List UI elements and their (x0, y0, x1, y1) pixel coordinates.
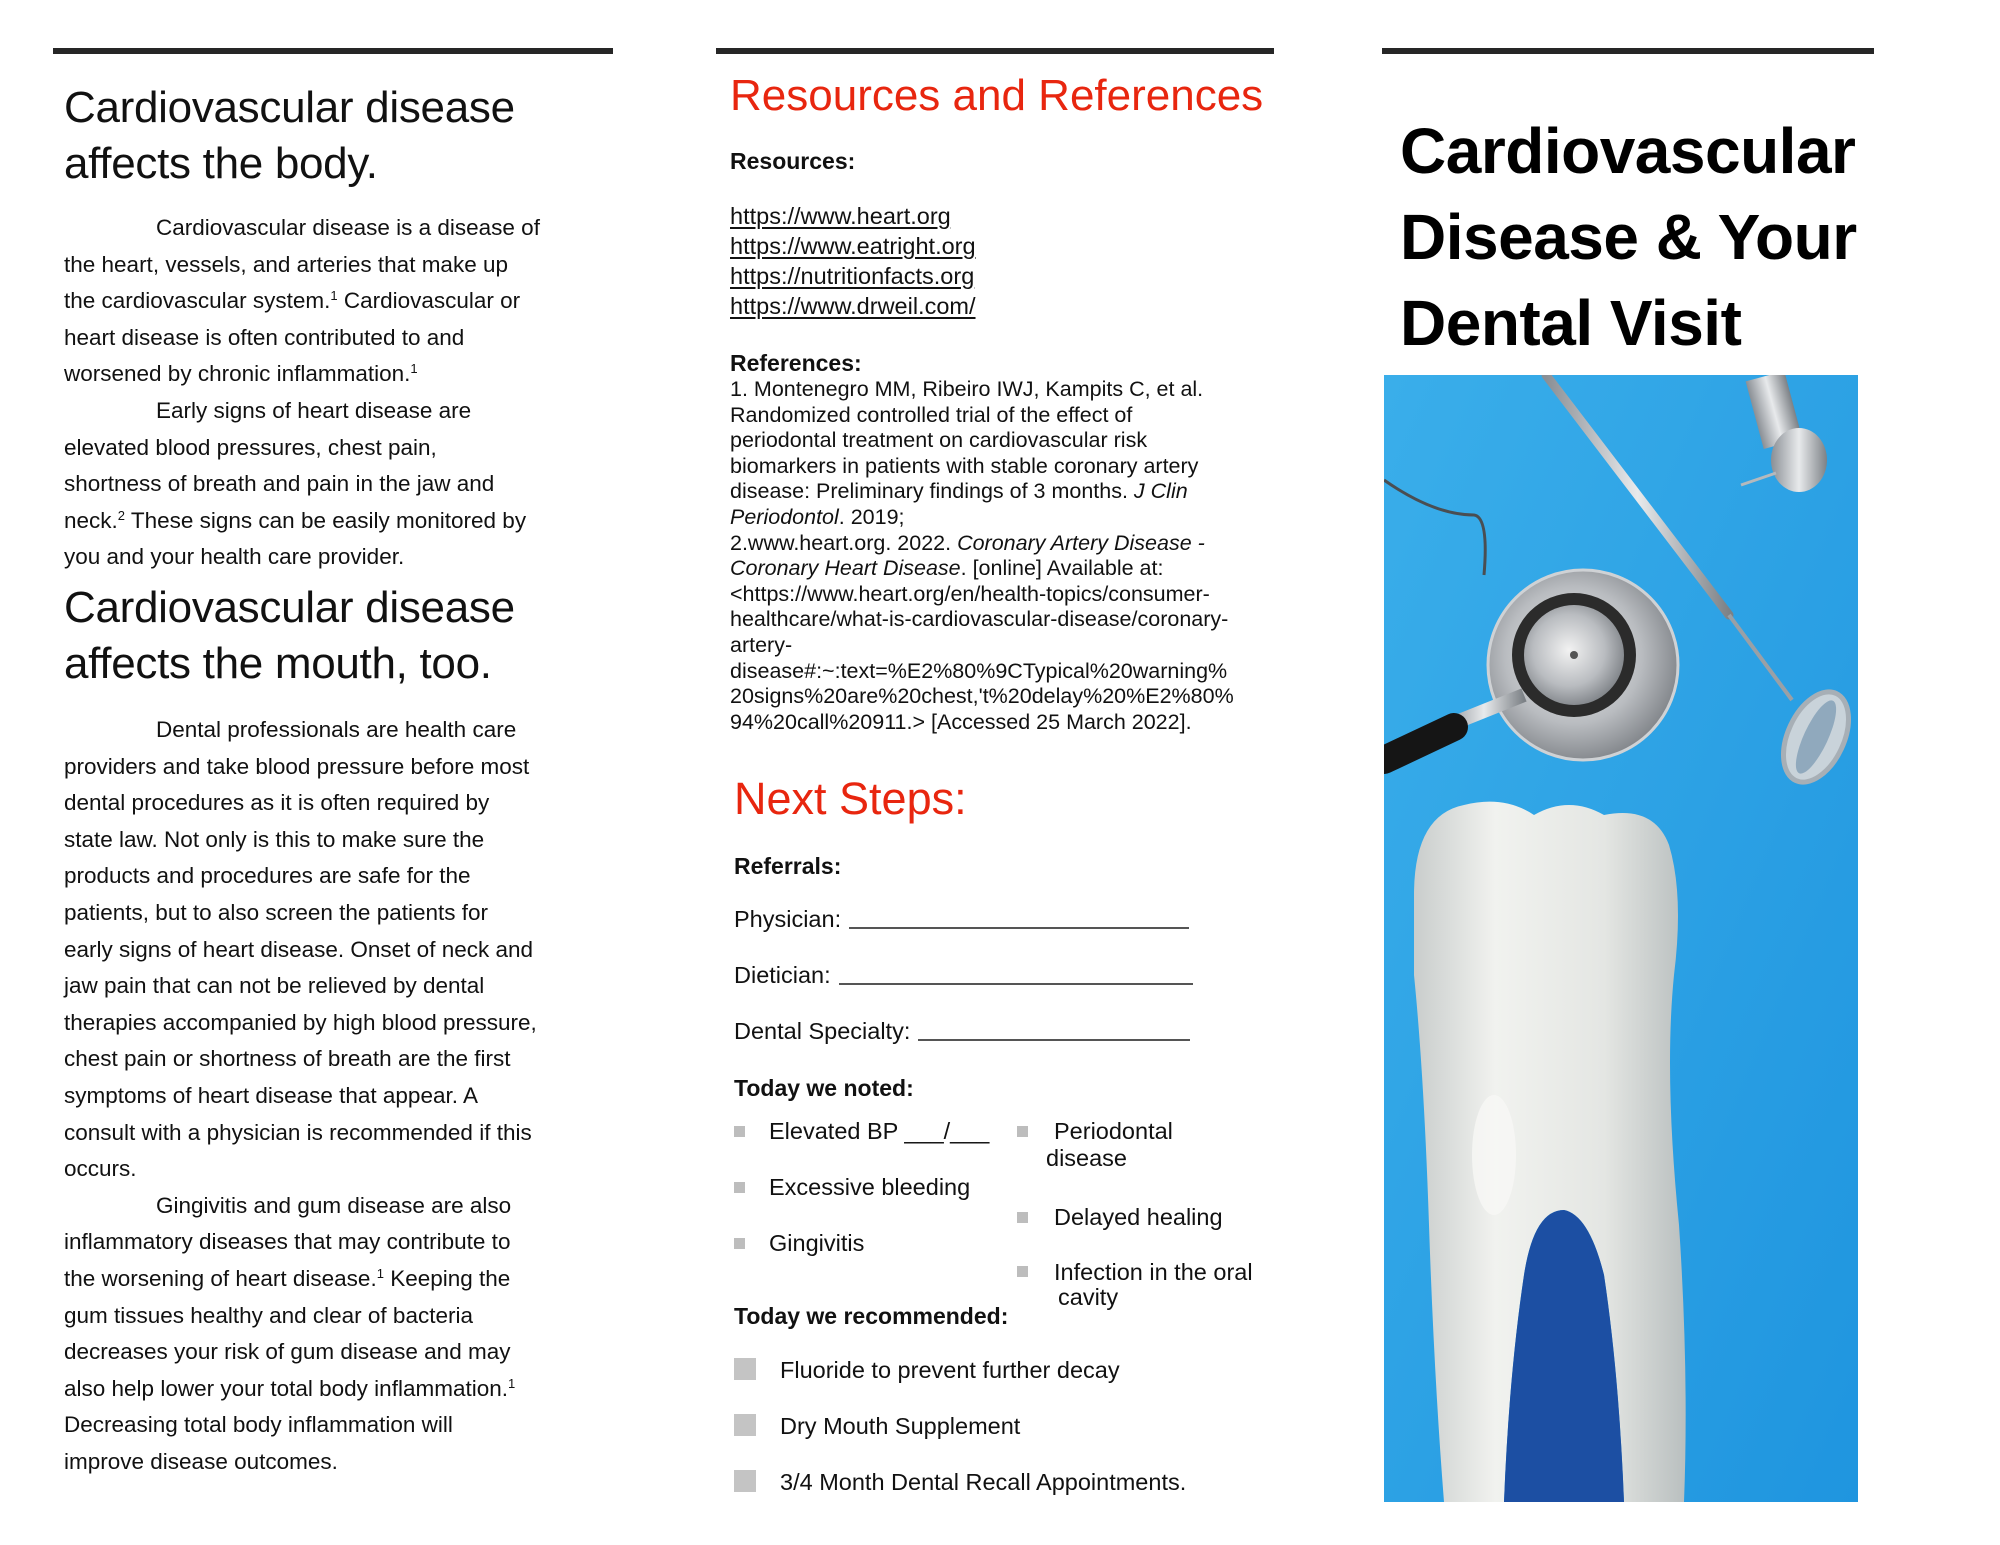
middle-panel (730, 0, 1290, 1545)
noted-item-elevated-bp[interactable]: Elevated BP ___/___ (734, 1118, 989, 1145)
resources-references-heading: Resources and References (730, 71, 1264, 120)
dietician-field[interactable]: Dietician: (734, 962, 1193, 989)
tooth-stethoscope-illustration-icon (1384, 375, 1858, 1502)
referrals-label: Referrals: (734, 853, 842, 879)
references-list: 1. Montenegro MM, Ribeiro IWJ, Kampits C, et al. Randomized controlled trial of the effect of periodontal treatment on cardiovascular risk biomarkers in patients with stable coronary artery disease: Preliminary findings of 3 months. J Clin Periodontol. 2019; 2.www.heart.org. 2022. Coronary Artery Disease - Coronary Heart Disease. [online] Available at: <https://www.heart.org/en/health-topics/consumer- healthcare/what-is-cardiovascular-disease/coronary- artery- disease#:~:text=%E2%80%9CTypical%20warning% 20signs%20are%20chest,'t%20delay%20%E2%80% 94%20call%20911.> [Accessed 25 March 2022]. (730, 377, 1234, 734)
dental-specialty-input-line[interactable] (918, 1038, 1190, 1041)
resource-link-eatright[interactable]: https://www.eatright.org (730, 233, 976, 259)
checkbox-icon[interactable] (1017, 1126, 1028, 1137)
heading-affects-body: Cardiovascular disease affects the body. (64, 83, 515, 188)
recommended-item-recall[interactable]: 3/4 Month Dental Recall Appointments. (734, 1468, 1186, 1496)
physician-field[interactable]: Physician: (734, 906, 1189, 933)
resource-link-heart[interactable]: https://www.heart.org (730, 203, 951, 229)
resources-list (730, 201, 976, 321)
dietician-input-line[interactable] (839, 982, 1193, 985)
paragraph-definition: Cardiovascular disease is a disease of the heart, vessels, and arteries that make up the cardiovascular system.$^1$ Cardiovascular or heart disease is often contributed to and worsened by chronic inflammation.$^1$ Early signs of heart disease are elevated blood pressures, chest pain, shortness of breath and pain in the jaw and neck.$^2$ These signs can be easily monitored by you and your health care provider. (64, 215, 540, 570)
resources-label: Resources: (730, 148, 856, 174)
dental-specialty-field[interactable]: Dental Specialty: (734, 1018, 1190, 1045)
checkbox-icon[interactable] (1017, 1266, 1028, 1277)
right-panel-rule (1382, 48, 1874, 54)
checkbox-icon[interactable] (734, 1238, 745, 1249)
references-label: References: (730, 350, 862, 376)
noted-item-delayed-healing[interactable]: Delayed healing (1017, 1204, 1223, 1231)
checkbox-icon[interactable] (734, 1358, 756, 1380)
dental-tools-photo (1384, 375, 1858, 1502)
checkbox-icon[interactable] (734, 1126, 745, 1137)
checkbox-icon[interactable] (1017, 1212, 1028, 1223)
physician-input-line[interactable] (849, 926, 1189, 929)
left-panel-rule (53, 48, 613, 54)
resource-link-nutritionfacts[interactable]: https://nutritionfacts.org (730, 263, 975, 289)
today-recommended-label: Today we recommended: (734, 1303, 1009, 1329)
checkbox-icon[interactable] (734, 1414, 756, 1436)
paragraph-dental-professionals: Dental professionals are health care providers and take blood pressure before most dental procedures as it is often required by state law. Not only is this to make sure the products and procedures are safe for the patients, but to also screen the patients for early signs of heart disease. Onset of neck and jaw pain that can not be relieved by dental therapies accompanied by high blood pressure, chest pain or shortness of breath are the first symptoms of heart disease that appear. A consult with a physician is recommended if this occurs. Gingivitis and gum disease are also inflammatory diseases that may contribute to the worsening of heart disease.$^1$ Keeping the gum tissues healthy and clear of bacteria decreases your risk of gum disease and may also help lower your total body inflammation.$^1$ Decreasing total body inflammation will improve disease outcomes. (64, 717, 537, 1474)
checkbox-icon[interactable] (734, 1470, 756, 1492)
recommended-item-fluoride[interactable]: Fluoride to prevent further decay (734, 1356, 1120, 1384)
noted-item-gingivitis[interactable]: Gingivitis (734, 1230, 864, 1257)
resource-link-drweil[interactable]: https://www.drweil.com/ (730, 293, 976, 319)
checkbox-icon[interactable] (734, 1182, 745, 1193)
noted-item-excessive-bleeding[interactable]: Excessive bleeding (734, 1174, 970, 1201)
next-steps-heading: Next Steps: (734, 773, 967, 824)
brochure-title: Cardiovascular Disease & Your Dental Visit (1400, 115, 1857, 359)
noted-item-infection-oral-cavity[interactable]: Infection in the oral cavity (1017, 1260, 1253, 1310)
today-noted-label: Today we noted: (734, 1075, 914, 1101)
noted-item-periodontal-disease[interactable]: Periodontal disease (1017, 1118, 1173, 1172)
heading-affects-mouth: Cardiovascular disease affects the mouth, too. (64, 583, 515, 688)
recommended-item-dry-mouth[interactable]: Dry Mouth Supplement (734, 1412, 1020, 1440)
